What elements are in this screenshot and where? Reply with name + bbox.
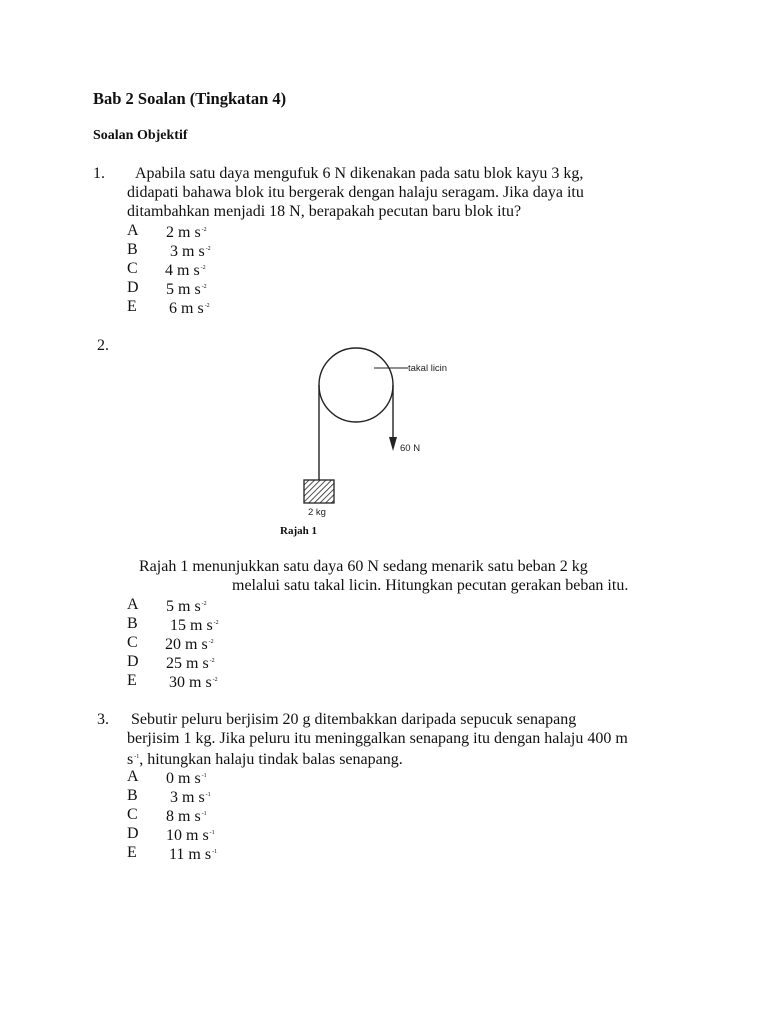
section-heading: Soalan Objektif xyxy=(93,128,188,143)
option-letter: C xyxy=(127,634,138,651)
option-letter: C xyxy=(127,260,138,277)
pulley-wheel xyxy=(319,348,393,422)
option-value: 10 m $s^{-1}$ xyxy=(166,827,215,844)
arrow-down-icon xyxy=(389,437,397,451)
mass-label: 2 kg xyxy=(308,507,326,518)
question-text-line: ditambahkan menjadi 18 N, berapakah pecutan baru blok itu? xyxy=(127,203,522,220)
option-letter: E xyxy=(127,298,137,315)
option-value: 20 m $s^{-2}$ xyxy=(165,636,214,653)
pulley-label: takal licin xyxy=(408,363,448,374)
option-letter: A xyxy=(127,596,139,613)
option-letter: B xyxy=(127,615,138,632)
question-text-line: didapati bahawa blok itu bergerak dengan halaju seragam. Jika daya itu xyxy=(127,184,584,201)
page-title: Bab 2 Soalan (Tingkatan 4) xyxy=(93,89,287,108)
option-value: 15 m $s^{-2}$ xyxy=(170,617,219,634)
question-text-line: berjisim 1 kg. Jika peluru itu meninggalkan senapang itu dengan halaju 400 m xyxy=(127,730,628,747)
question-text-line: Rajah 1 menunjukkan satu daya 60 N sedang menarik satu beban 2 kg xyxy=(139,558,588,575)
question-text-line: $s^{-1}$, hitungkan halaju tindak balas senapang. xyxy=(127,751,403,768)
option-letter: A xyxy=(127,222,139,239)
option-letter: C xyxy=(127,806,138,823)
option-value: 25 m $s^{-2}$ xyxy=(166,655,215,672)
option-letter: E xyxy=(127,672,137,689)
question-text-line: Apabila satu daya mengufuk 6 N dikenakan pada satu blok kayu 3 kg, xyxy=(135,165,584,182)
question-number: 2. xyxy=(97,337,109,354)
option-value: 0 m $s^{-1}$ xyxy=(166,770,207,787)
option-value: 5 m $s^{-2}$ xyxy=(166,598,207,615)
option-value: 3 m $s^{-2}$ xyxy=(170,243,211,260)
option-value: 3 m $s^{-1}$ xyxy=(170,789,211,806)
option-value: 11 m $s^{-1}$ xyxy=(169,846,218,863)
option-value: 30 m $s^{-2}$ xyxy=(169,674,218,691)
mass-block xyxy=(304,480,334,503)
pulley-diagram xyxy=(290,340,470,520)
question-text-line: melalui satu takal licin. Hitungkan pecutan gerakan beban itu. xyxy=(232,577,629,594)
question-number: 1. xyxy=(93,165,105,182)
option-letter: D xyxy=(127,825,139,842)
option-letter: D xyxy=(127,279,139,296)
option-value: 8 m $s^{-1}$ xyxy=(166,808,207,825)
question-text-line: Sebutir peluru berjisim 20 g ditembakkan daripada sepucuk senapang xyxy=(131,711,577,728)
option-letter: B xyxy=(127,241,138,258)
option-letter: E xyxy=(127,844,137,861)
option-value: 6 m $s^{-2}$ xyxy=(169,300,210,317)
figure-caption: Rajah 1 xyxy=(280,525,317,537)
option-letter: A xyxy=(127,768,139,785)
option-value: 5 m $s^{-2}$ xyxy=(166,281,207,298)
option-letter: B xyxy=(127,787,138,804)
option-value: 2 m $s^{-2}$ xyxy=(166,224,207,241)
option-letter: D xyxy=(127,653,139,670)
force-label: 60 N xyxy=(400,443,421,454)
question-number: 3. xyxy=(97,711,109,728)
option-value: 4 m $s^{-2}$ xyxy=(165,262,206,279)
